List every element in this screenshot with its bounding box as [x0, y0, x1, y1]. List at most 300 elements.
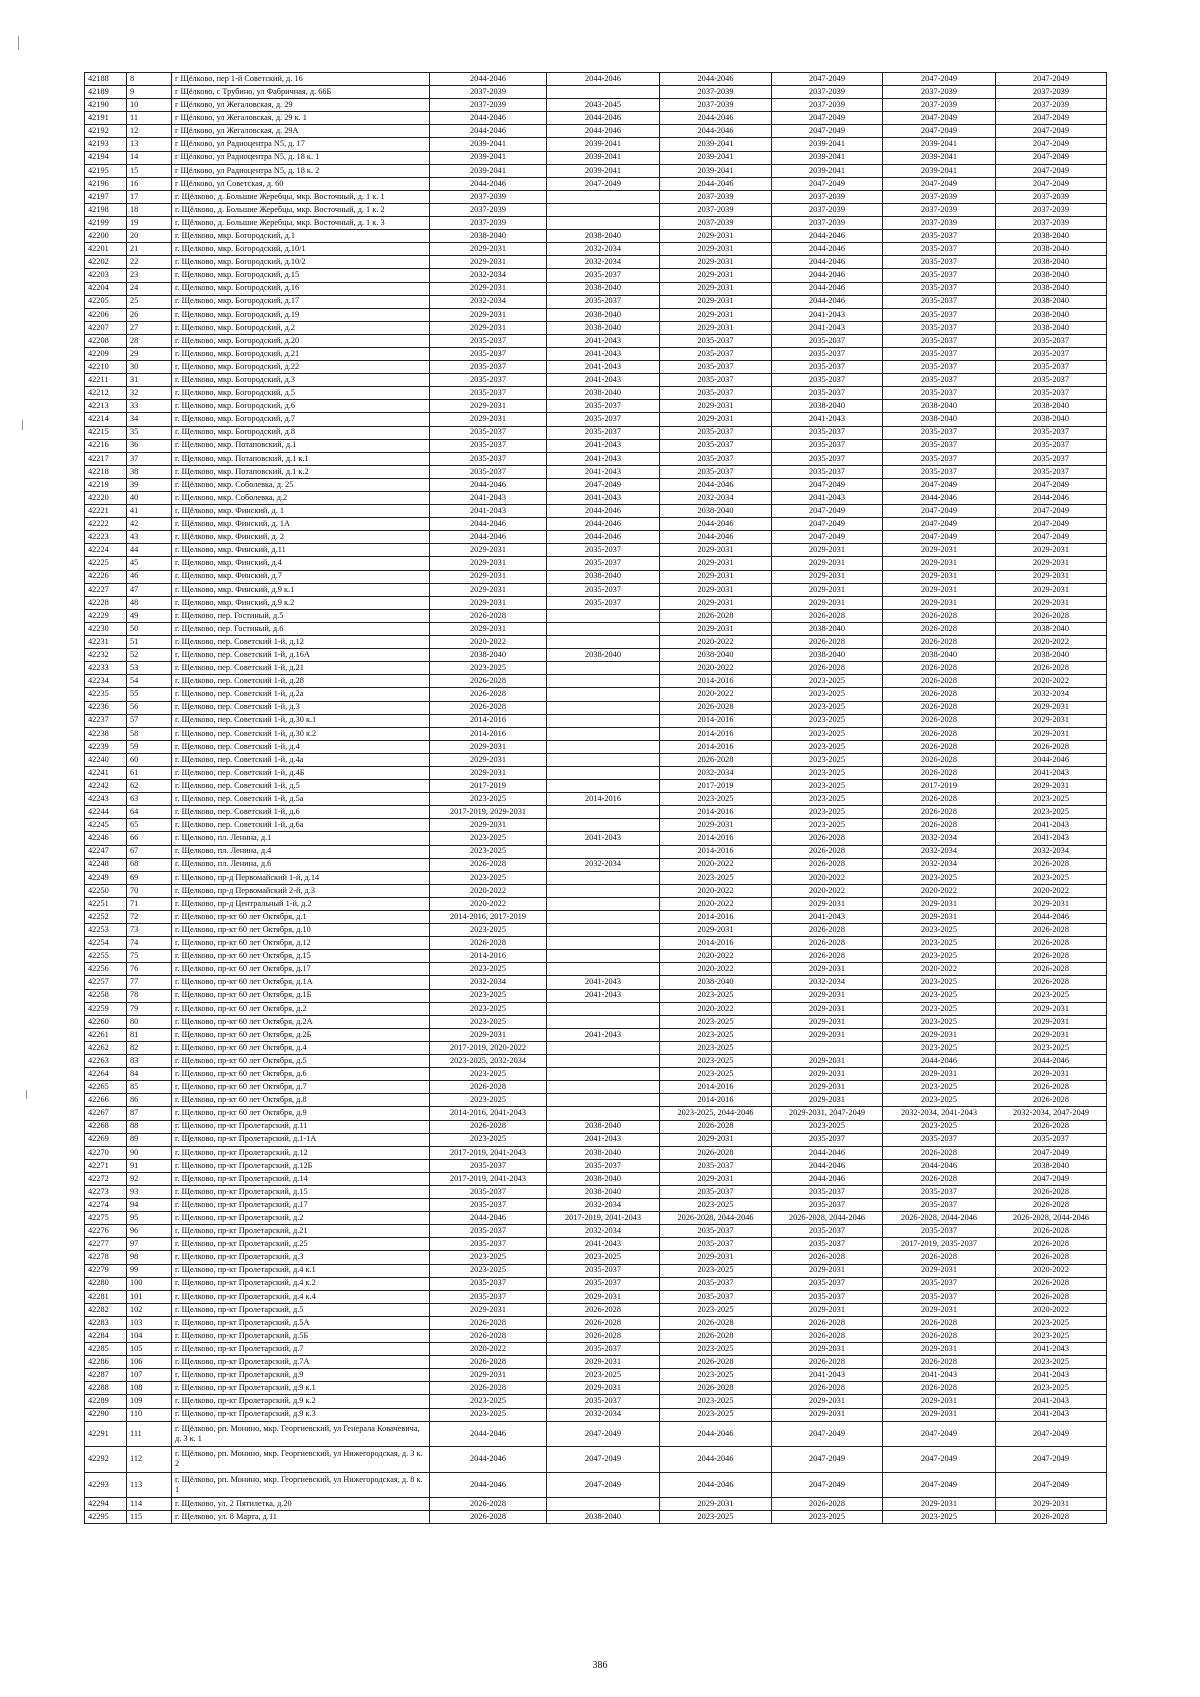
row-number-cell: 86	[127, 1094, 172, 1107]
period-cell-2: 2038-2040	[547, 308, 660, 321]
table-row	[85, 662, 1107, 675]
table-row	[85, 400, 1107, 413]
period-cell-1: 2044-2046	[430, 1421, 547, 1447]
period-cell-5: 2047-2049	[883, 112, 996, 125]
period-cell-2: 2038-2040	[547, 1172, 660, 1185]
period-cell-4: 2029-2031	[772, 1002, 883, 1015]
address-cell: г Щёлково, ул Радиоцентра N5, д. 17	[172, 138, 430, 151]
period-cell-6: 2029-2031	[996, 727, 1107, 740]
row-id-cell: 42256	[85, 963, 127, 976]
table-row	[85, 177, 1107, 190]
row-number-cell: 103	[127, 1316, 172, 1329]
row-number-cell: 18	[127, 203, 172, 216]
row-number-cell: 9	[127, 86, 172, 99]
period-cell-1: 2035-2037	[430, 452, 547, 465]
row-number-cell: 32	[127, 387, 172, 400]
period-cell-3: 2020-2022	[660, 963, 772, 976]
period-cell-4: 2029-2031	[772, 1015, 883, 1028]
period-cell-1: 2029-2031	[430, 766, 547, 779]
period-cell-5: 2035-2037	[883, 321, 996, 334]
period-cell-6: 2035-2037	[996, 361, 1107, 374]
period-cell-2: 2041-2043	[547, 374, 660, 387]
period-cell-3: 2023-2025	[660, 1408, 772, 1421]
period-cell-6: 2029-2031	[996, 1015, 1107, 1028]
table-row	[85, 505, 1107, 518]
row-id-cell: 42249	[85, 871, 127, 884]
period-cell-5: 2023-2025	[883, 1002, 996, 1015]
period-cell-5: 2026-2028, 2044-2046	[883, 1212, 996, 1225]
row-id-cell: 42220	[85, 492, 127, 505]
period-cell-3: 2029-2031	[660, 819, 772, 832]
period-cell-1: 2038-2040	[430, 649, 547, 662]
table-row	[85, 125, 1107, 138]
address-cell: г. Щелково, мкр. Богородский, д.10/1	[172, 243, 430, 256]
period-cell-6: 2032-2034	[996, 688, 1107, 701]
period-cell-5: 2026-2028	[883, 766, 996, 779]
period-cell-1: 2014-2016, 2041-2043	[430, 1107, 547, 1120]
period-cell-5: 2023-2025	[883, 950, 996, 963]
period-cell-3: 2044-2046	[660, 478, 772, 491]
table-row	[85, 1159, 1107, 1172]
period-cell-5: 2044-2046	[883, 492, 996, 505]
row-number-cell: 41	[127, 505, 172, 518]
row-number-cell: 107	[127, 1369, 172, 1382]
period-cell-6: 2047-2049	[996, 531, 1107, 544]
period-cell-2	[547, 190, 660, 203]
row-id-cell: 42207	[85, 321, 127, 334]
period-cell-6: 2029-2031	[996, 544, 1107, 557]
address-cell: г. Щелково, пр-кт 60 лет Октября, д.12	[172, 937, 430, 950]
row-number-cell: 60	[127, 753, 172, 766]
period-cell-3: 2014-2016	[660, 740, 772, 753]
period-cell-2: 2035-2037	[547, 295, 660, 308]
table-row	[85, 1408, 1107, 1421]
period-cell-1: 2029-2031	[430, 413, 547, 426]
period-cell-6: 2026-2028	[996, 1081, 1107, 1094]
table-row	[85, 897, 1107, 910]
period-cell-5: 2029-2031	[883, 583, 996, 596]
period-cell-3: 2039-2041	[660, 164, 772, 177]
period-cell-3: 2014-2016	[660, 714, 772, 727]
period-cell-4: 2041-2043	[772, 308, 883, 321]
address-cell: г. Щелково, пер. Советский 1-й, д.5	[172, 780, 430, 793]
period-cell-6: 2023-2025	[996, 871, 1107, 884]
period-cell-6: 2029-2031	[996, 897, 1107, 910]
period-cell-5: 2035-2037	[883, 374, 996, 387]
period-cell-4: 2039-2041	[772, 138, 883, 151]
period-cell-6: 2038-2040	[996, 230, 1107, 243]
period-cell-4: 2041-2043	[772, 321, 883, 334]
period-cell-6: 2020-2022	[996, 1264, 1107, 1277]
period-cell-4: 2023-2025	[772, 780, 883, 793]
row-number-cell: 50	[127, 622, 172, 635]
period-cell-6: 2047-2049	[996, 1172, 1107, 1185]
row-number-cell: 96	[127, 1225, 172, 1238]
period-cell-4: 2029-2031	[772, 1094, 883, 1107]
period-cell-2: 2041-2043	[547, 976, 660, 989]
period-cell-6: 2038-2040	[996, 243, 1107, 256]
period-cell-6: 2026-2028	[996, 1251, 1107, 1264]
period-cell-2: 2038-2040	[547, 387, 660, 400]
row-number-cell: 114	[127, 1498, 172, 1511]
row-number-cell: 40	[127, 492, 172, 505]
period-cell-4: 2044-2046	[772, 1159, 883, 1172]
row-number-cell: 22	[127, 256, 172, 269]
row-id-cell: 42217	[85, 452, 127, 465]
period-cell-2: 2043-2045	[547, 99, 660, 112]
address-cell: г. Щелково, пр-кт Пролетарский, д.1-1А	[172, 1133, 430, 1146]
address-cell: г. Щёлково, мкр. Финский, д. 2	[172, 531, 430, 544]
period-cell-2: 2035-2037	[547, 1277, 660, 1290]
period-cell-6: 2035-2037	[996, 334, 1107, 347]
period-cell-3: 2023-2025	[660, 1511, 772, 1524]
table-row	[85, 282, 1107, 295]
table-row	[85, 1316, 1107, 1329]
period-cell-4: 2023-2025	[772, 740, 883, 753]
row-number-cell: 33	[127, 400, 172, 413]
period-cell-4: 2029-2031	[772, 570, 883, 583]
row-id-cell: 42280	[85, 1277, 127, 1290]
period-cell-1: 2044-2046	[430, 1212, 547, 1225]
period-cell-6: 2035-2037	[996, 387, 1107, 400]
row-id-cell: 42193	[85, 138, 127, 151]
period-cell-4: 2029-2031	[772, 1028, 883, 1041]
row-number-cell: 12	[127, 125, 172, 138]
table-row	[85, 740, 1107, 753]
row-id-cell: 42195	[85, 164, 127, 177]
table-row	[85, 1120, 1107, 1133]
address-cell: г. Щёлково, мкр. Финский, д. 1	[172, 505, 430, 518]
period-cell-4: 2037-2039	[772, 203, 883, 216]
period-cell-2: 2017-2019, 2041-2043	[547, 1212, 660, 1225]
period-cell-4: 2026-2028	[772, 1382, 883, 1395]
table-row	[85, 1225, 1107, 1238]
address-cell: г. Щелково, пр-кт 60 лет Октября, д.6	[172, 1068, 430, 1081]
period-cell-5: 2023-2025	[883, 924, 996, 937]
row-id-cell: 42255	[85, 950, 127, 963]
row-id-cell: 42210	[85, 361, 127, 374]
period-cell-4: 2029-2031	[772, 557, 883, 570]
address-cell: г. Щелково, мкр. Соболевка, д.2	[172, 492, 430, 505]
row-id-cell: 42192	[85, 125, 127, 138]
row-id-cell: 42278	[85, 1251, 127, 1264]
address-cell: г. Щелково, пр-кт Пролетарский, д.9	[172, 1369, 430, 1382]
row-id-cell: 42271	[85, 1159, 127, 1172]
row-number-cell: 36	[127, 439, 172, 452]
table-row	[85, 1107, 1107, 1120]
period-cell-3: 2029-2031	[660, 282, 772, 295]
address-cell: г. Щелково, пр-кт 60 лет Октября, д.1Б	[172, 989, 430, 1002]
row-id-cell: 42289	[85, 1395, 127, 1408]
row-number-cell: 29	[127, 347, 172, 360]
period-cell-5: 2035-2037	[883, 308, 996, 321]
period-cell-1: 2029-2031	[430, 740, 547, 753]
row-number-cell: 76	[127, 963, 172, 976]
row-number-cell: 75	[127, 950, 172, 963]
period-cell-1: 2044-2046	[430, 112, 547, 125]
address-cell: г. Щелково, пл. Ленина, д.4	[172, 845, 430, 858]
address-cell: г. Щелково, мкр. Богородский, д.17	[172, 295, 430, 308]
address-cell: г. Щелково, мкр. Потаповский, д.1 к.2	[172, 465, 430, 478]
row-number-cell: 82	[127, 1041, 172, 1054]
table-row	[85, 1251, 1107, 1264]
period-cell-2: 2047-2049	[547, 1472, 660, 1498]
period-cell-1: 2023-2025	[430, 832, 547, 845]
period-cell-2	[547, 884, 660, 897]
period-cell-3: 2035-2037	[660, 334, 772, 347]
period-cell-4: 2035-2037	[772, 334, 883, 347]
period-cell-5: 2041-2043	[883, 1369, 996, 1382]
period-cell-4: 2035-2037	[772, 1290, 883, 1303]
period-cell-3: 2029-2031	[660, 596, 772, 609]
period-cell-5: 2039-2041	[883, 151, 996, 164]
row-number-cell: 63	[127, 793, 172, 806]
table-row	[85, 924, 1107, 937]
period-cell-5: 2035-2037	[883, 243, 996, 256]
period-cell-5: 2035-2037	[883, 361, 996, 374]
period-cell-4: 2035-2037	[772, 387, 883, 400]
address-cell: г Щёлково, ул Советская, д. 60	[172, 177, 430, 190]
period-cell-3: 2035-2037	[660, 387, 772, 400]
row-number-cell: 98	[127, 1251, 172, 1264]
address-cell: г. Щелково, пер. Советский 1-й, д.12	[172, 636, 430, 649]
period-cell-4: 2029-2031	[772, 583, 883, 596]
row-id-cell: 42257	[85, 976, 127, 989]
period-cell-6: 2026-2028	[996, 662, 1107, 675]
row-number-cell: 19	[127, 217, 172, 230]
row-number-cell: 97	[127, 1238, 172, 1251]
address-cell: г. Щелково, пр-кт Пролетарский, д.9 к.2	[172, 1395, 430, 1408]
period-cell-3: 2029-2031	[660, 256, 772, 269]
address-cell: г. Щелково, пр-д Первомайский 2-й, д.3	[172, 884, 430, 897]
period-cell-5: 2035-2037	[883, 1199, 996, 1212]
row-number-cell: 62	[127, 780, 172, 793]
period-cell-4: 2044-2046	[772, 243, 883, 256]
period-cell-4: 2035-2037	[772, 1238, 883, 1251]
period-cell-2	[547, 1107, 660, 1120]
row-id-cell: 42206	[85, 308, 127, 321]
period-cell-3: 2020-2022	[660, 884, 772, 897]
period-cell-6: 2037-2039	[996, 86, 1107, 99]
period-cell-2	[547, 701, 660, 714]
period-cell-1: 2017-2019, 2029-2031	[430, 806, 547, 819]
row-id-cell: 42189	[85, 86, 127, 99]
period-cell-6: 2026-2028	[996, 963, 1107, 976]
period-cell-3: 2044-2046	[660, 1447, 772, 1473]
table-row	[85, 950, 1107, 963]
period-cell-4: 2023-2025	[772, 1120, 883, 1133]
row-number-cell: 115	[127, 1511, 172, 1524]
row-number-cell: 65	[127, 819, 172, 832]
period-cell-4: 2026-2028	[772, 924, 883, 937]
period-cell-5: 2044-2046	[883, 1159, 996, 1172]
period-cell-1: 2023-2025	[430, 1002, 547, 1015]
period-cell-1: 2035-2037	[430, 347, 547, 360]
period-cell-1: 2029-2031	[430, 753, 547, 766]
period-cell-2	[547, 714, 660, 727]
address-cell: г. Щелково, пр-кт Пролетарский, д.5Б	[172, 1330, 430, 1343]
row-number-cell: 74	[127, 937, 172, 950]
address-cell: г. Щелково, пр-кт 60 лет Октября, д.7	[172, 1081, 430, 1094]
period-cell-2: 2035-2037	[547, 1395, 660, 1408]
period-cell-2	[547, 86, 660, 99]
row-id-cell: 42245	[85, 819, 127, 832]
address-cell: г. Щелково, пер. Советский 1-й, д.4а	[172, 753, 430, 766]
period-cell-1: 2029-2031	[430, 400, 547, 413]
table-row	[85, 1055, 1107, 1068]
period-cell-2: 2047-2049	[547, 177, 660, 190]
period-cell-2: 2041-2043	[547, 1028, 660, 1041]
period-cell-2	[547, 1094, 660, 1107]
row-number-cell: 59	[127, 740, 172, 753]
period-cell-3: 2026-2028	[660, 1330, 772, 1343]
period-cell-5: 2035-2037	[883, 1185, 996, 1198]
period-cell-4: 2026-2028	[772, 937, 883, 950]
period-cell-5: 2037-2039	[883, 217, 996, 230]
row-number-cell: 13	[127, 138, 172, 151]
period-cell-4: 2044-2046	[772, 1146, 883, 1159]
period-cell-1: 2044-2046	[430, 478, 547, 491]
period-cell-6: 2047-2049	[996, 1472, 1107, 1498]
period-cell-3: 2035-2037	[660, 439, 772, 452]
table-row	[85, 1343, 1107, 1356]
row-number-cell: 105	[127, 1343, 172, 1356]
row-id-cell: 42275	[85, 1212, 127, 1225]
table-row	[85, 976, 1107, 989]
period-cell-5: 2029-2031	[883, 1028, 996, 1041]
period-cell-1: 2029-2031	[430, 544, 547, 557]
period-cell-2: 2035-2037	[547, 1159, 660, 1172]
period-cell-4: 2026-2028	[772, 609, 883, 622]
period-cell-1: 2044-2046	[430, 177, 547, 190]
period-cell-5: 2035-2037	[883, 1277, 996, 1290]
period-cell-4: 2026-2028	[772, 1356, 883, 1369]
period-cell-1: 2023-2025	[430, 1395, 547, 1408]
period-cell-4: 2037-2039	[772, 190, 883, 203]
row-number-cell: 43	[127, 531, 172, 544]
table-row	[85, 531, 1107, 544]
period-cell-2: 2029-2031	[547, 1382, 660, 1395]
period-cell-2	[547, 753, 660, 766]
address-cell: г. Щелково, пер. Советский 1-й, д.28	[172, 675, 430, 688]
period-cell-6: 2026-2028	[996, 858, 1107, 871]
address-cell: г. Щелково, ул. 8 Марта, д.11	[172, 1511, 430, 1524]
address-cell: г. Щелково, пр-кт 60 лет Октября, д.1А	[172, 976, 430, 989]
period-cell-5: 2035-2037	[883, 1290, 996, 1303]
scan-artifact-line	[26, 1090, 27, 1099]
address-cell: г Щёлково, ул Радиоцентра N5, д. 18 к. 1	[172, 151, 430, 164]
period-cell-3: 2035-2037	[660, 361, 772, 374]
table-row	[85, 492, 1107, 505]
table-row	[85, 1395, 1107, 1408]
period-cell-5: 2035-2037	[883, 439, 996, 452]
address-cell: г. Щелково, пр-кт Пролетарский, д.4 к.1	[172, 1264, 430, 1277]
period-cell-1: 2035-2037	[430, 334, 547, 347]
period-cell-1: 2026-2028	[430, 1498, 547, 1511]
table-row	[85, 1081, 1107, 1094]
period-cell-5: 2032-2034	[883, 858, 996, 871]
period-cell-4: 2035-2037	[772, 1225, 883, 1238]
period-cell-4: 2044-2046	[772, 230, 883, 243]
period-cell-6: 2029-2031	[996, 1002, 1107, 1015]
period-cell-6: 2044-2046	[996, 492, 1107, 505]
period-cell-2: 2026-2028	[547, 1303, 660, 1316]
period-cell-5: 2017-2019, 2035-2037	[883, 1238, 996, 1251]
period-cell-4	[772, 1041, 883, 1054]
table-row	[85, 439, 1107, 452]
address-cell: г. Щелково, пр-кт 60 лет Октября, д.15	[172, 950, 430, 963]
period-cell-1: 2023-2025	[430, 1133, 547, 1146]
period-cell-6: 2029-2031	[996, 780, 1107, 793]
period-cell-5: 2026-2028	[883, 793, 996, 806]
period-cell-5: 2026-2028	[883, 1330, 996, 1343]
period-cell-5: 2047-2049	[883, 1472, 996, 1498]
row-number-cell: 14	[127, 151, 172, 164]
period-cell-1: 2023-2025	[430, 1094, 547, 1107]
period-cell-2	[547, 1002, 660, 1015]
table-row	[85, 99, 1107, 112]
period-cell-4: 2037-2039	[772, 86, 883, 99]
period-cell-6: 2041-2043	[996, 766, 1107, 779]
period-cell-2: 2026-2028	[547, 1316, 660, 1329]
period-cell-6: 2026-2028	[996, 1238, 1107, 1251]
row-id-cell: 42292	[85, 1447, 127, 1473]
row-number-cell: 67	[127, 845, 172, 858]
period-cell-3: 2044-2046	[660, 1472, 772, 1498]
period-cell-3: 2039-2041	[660, 151, 772, 164]
row-id-cell: 42221	[85, 505, 127, 518]
row-id-cell: 42225	[85, 557, 127, 570]
period-cell-1: 2044-2046	[430, 1472, 547, 1498]
period-cell-4: 2023-2025	[772, 727, 883, 740]
row-id-cell: 42226	[85, 570, 127, 583]
table-row	[85, 622, 1107, 635]
table-row	[85, 1330, 1107, 1343]
row-id-cell: 42251	[85, 897, 127, 910]
period-cell-6: 2026-2028	[996, 609, 1107, 622]
period-cell-2: 2044-2046	[547, 505, 660, 518]
period-cell-5: 2035-2037	[883, 465, 996, 478]
period-cell-3: 2044-2046	[660, 531, 772, 544]
period-cell-1: 2044-2046	[430, 1447, 547, 1473]
table-row	[85, 937, 1107, 950]
period-cell-6: 2026-2028	[996, 1277, 1107, 1290]
table-row	[85, 766, 1107, 779]
period-cell-6: 2026-2028	[996, 1094, 1107, 1107]
period-cell-1: 2029-2031	[430, 1028, 547, 1041]
period-cell-5: 2029-2031	[883, 557, 996, 570]
period-cell-3: 2023-2025	[660, 1041, 772, 1054]
period-cell-6: 2023-2025	[996, 806, 1107, 819]
address-cell: г. Щелково, пер. Советский 1-й, д.4	[172, 740, 430, 753]
period-cell-1: 2023-2025	[430, 662, 547, 675]
row-id-cell: 42258	[85, 989, 127, 1002]
period-cell-6: 2041-2043	[996, 819, 1107, 832]
period-cell-5: 2029-2031	[883, 911, 996, 924]
period-cell-6: 2035-2037	[996, 347, 1107, 360]
period-cell-2	[547, 806, 660, 819]
period-cell-3: 2023-2025	[660, 871, 772, 884]
period-cell-2: 2041-2043	[547, 1238, 660, 1251]
address-cell: г. Щелково, пл. Ленина, д.1	[172, 832, 430, 845]
period-cell-3: 2023-2025	[660, 1369, 772, 1382]
row-id-cell: 42214	[85, 413, 127, 426]
row-number-cell: 91	[127, 1159, 172, 1172]
row-id-cell: 42239	[85, 740, 127, 753]
period-cell-4: 2023-2025	[772, 701, 883, 714]
period-cell-2: 2041-2043	[547, 989, 660, 1002]
row-id-cell: 42240	[85, 753, 127, 766]
